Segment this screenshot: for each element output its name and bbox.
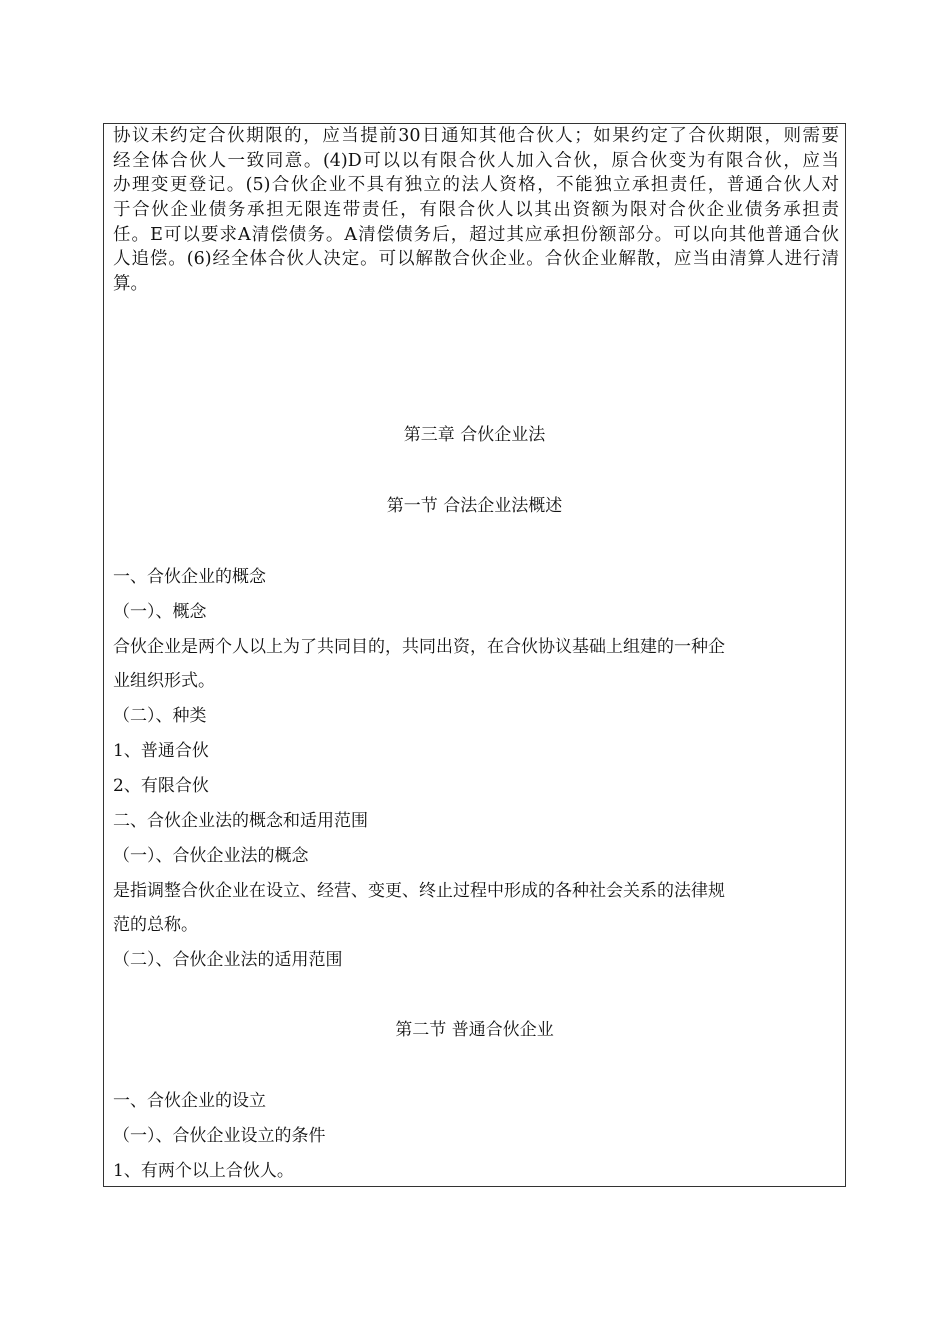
heading: 二、合伙企业法的概念和适用范围 [113,811,368,831]
subheading: （二）、合伙企业法的适用范围 [113,950,343,970]
list-item: 1、有两个以上合伙人。 [113,1161,294,1181]
paragraph-line: 任。E可以要求A清偿债务。A清偿债务后，超过其应承担份额部分。可以向其他普通合伙 [113,224,839,245]
intro-paragraph [113,124,839,297]
body-line: 是指调整合伙企业在设立、经营、变更、终止过程中形成的各种社会关系的法律规 [113,881,725,901]
body-line: 合伙企业是两个人以上为了共同目的，共同出资，在合伙协议基础上组建的一种企 [113,637,725,657]
paragraph-line: 经全体合伙人一致同意。(4)D可以以有限合伙人加入合伙，原合伙变为有限合伙，应当 [113,150,839,171]
body-line: 业组织形式。 [113,671,215,691]
subheading: （一）、合伙企业设立的条件 [113,1126,326,1146]
subheading: （一）、概念 [113,602,207,622]
paragraph-line: 算。 [113,274,148,295]
list-item: 2、有限合伙 [113,776,209,796]
heading: 一、合伙企业的概念 [113,567,266,587]
section-title: 第一节 合法企业法概述 [386,496,563,516]
paragraph-line: 协议未约定合伙期限的，应当提前30日通知其他合伙人；如果约定了合伙期限，则需要 [113,126,839,146]
chapter-title: 第三章 合伙企业法 [403,425,546,445]
subheading: （一）、合伙企业法的概念 [113,846,309,866]
list-item: 1、普通合伙 [113,741,209,761]
paragraph-line: 人追偿。(6)经全体合伙人决定。可以解散合伙企业。合伙企业解散，应当由清算人进行清 [113,249,839,270]
body-line: 范的总称。 [113,915,198,935]
section-title: 第二节 普通合伙企业 [395,1020,554,1040]
subheading: （二）、种类 [113,706,207,726]
heading: 一、合伙企业的设立 [113,1091,266,1111]
paragraph-line: 于合伙企业债务承担无限连带责任，有限合伙人以其出资额为限对合伙企业债务承担责 [113,200,839,221]
paragraph-line: 办理变更登记。(5)合伙企业不具有独立的法人资格，不能独立承担责任，普通合伙人对 [113,175,839,196]
